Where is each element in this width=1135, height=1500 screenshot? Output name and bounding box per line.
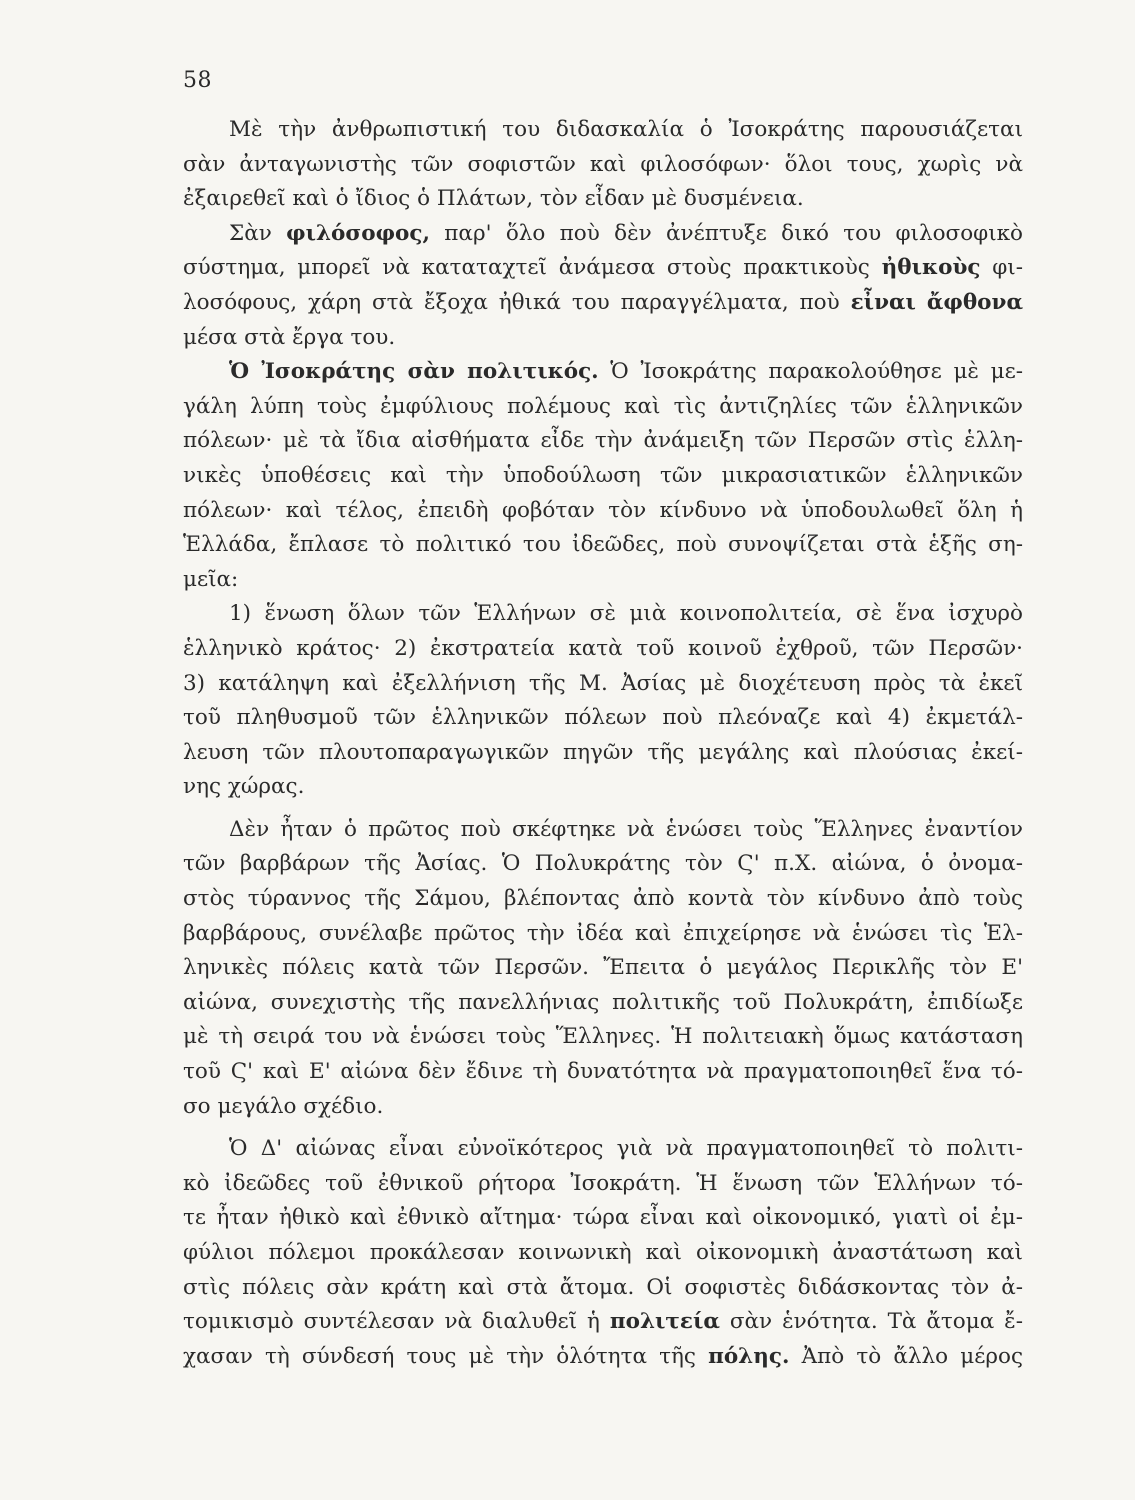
text-line: πόλεων· καὶ τέλος, ἐπειδὴ φοβόταν τὸν κίνδυνο νὰ ὑποδουλωθεῖ ὅλη ἡ: [183, 497, 1023, 523]
text-line: Σὰν φιλόσοφος, παρ' ὅλο ποὺ δὲν ἀνέπτυξε δικό του φιλοσοφικὸ: [229, 220, 1024, 246]
text-line: 1) ἕνωση ὅλων τῶν Ἑλλήνων σὲ μιὰ κοινοπολιτεία, σὲ ἕνα ἰσχυρὸ: [229, 601, 1023, 627]
text-line: μέσα στὰ ἔργα του.: [183, 324, 396, 350]
page-number: 58: [183, 68, 212, 93]
text-line: τε ἦταν ἠθικὸ καὶ ἐθνικὸ αἴτημα· τώρα εἶναι καὶ οἰκονομικό, γιατὶ οἱ ἐμ-: [183, 1205, 1023, 1231]
bold-term: φιλόσοφος,: [286, 220, 430, 246]
text-line: Μὲ τὴν ἀνθρωπιστική του διδασκαλία ὁ Ἰσοκράτης παρουσιάζεται: [229, 117, 1023, 142]
text-line: σο μεγάλο σχέδιο.: [183, 1093, 384, 1119]
text-line: Ὁ Δ' αἰώνας εἶναι εὐνοϊκότερος γιὰ νὰ πραγματοποιηθεῖ τὸ πολιτι-: [229, 1136, 1023, 1162]
text-line: μὲ τὴ σειρά του νὰ ἑνώσει τοὺς Ἕλληνες. Ἡ πολιτειακὴ ὅμως κατάσταση: [183, 1024, 1023, 1050]
text-line: νης χώρας.: [183, 774, 305, 800]
text-line: ἑλληνικὸ κράτος· 2) ἐκστρατεία κατὰ τοῦ κοινοῦ ἐχθροῦ, τῶν Περσῶν·: [183, 635, 1023, 661]
text-line: αἰώνα, συνεχιστὴς τῆς πανελλήνιας πολιτικῆς τοῦ Πολυκράτη, ἐπιδίωξε: [183, 989, 1023, 1015]
text-line: σὰν ἀνταγωνιστὴς τῶν σοφιστῶν καὶ φιλοσόφων· ὅλοι τους, χωρὶς νὰ: [183, 151, 1023, 177]
text-line: κὸ ἰδεῶδες τοῦ ἐθνικοῦ ρήτορα Ἰσοκράτη. Ἡ ἕνωση τῶν Ἑλλήνων τό-: [183, 1170, 1023, 1196]
text-line: τῶν βαρβάρων τῆς Ἀσίας. Ὁ Πολυκράτης τὸν Ϛ' π.Χ. αἰώνα, ὁ ὀνομα-: [183, 851, 1023, 877]
text-line: τοῦ πληθυσμοῦ τῶν ἑλληνικῶν πόλεων ποὺ πλεόναζε καὶ 4) ἐκμετάλ-: [183, 705, 1023, 731]
bold-term: εἶναι: [850, 289, 916, 315]
text-line: ἐξαιρεθεῖ καὶ ὁ ἴδιος ὁ Πλάτων, τὸν εἶδαν μὲ δυσμένεια.: [183, 186, 804, 212]
text-line: Ὁ Ἰσοκράτης σὰν πολιτικός. Ὁ Ἰσοκράτης παρακολούθησε μὲ με-: [229, 359, 1023, 385]
text-line: γάλη λύπη τοὺς ἐμφύλιους πολέμους καὶ τὶς ἀντιζηλίες τῶν ἑλληνικῶν: [183, 393, 1023, 419]
bold-term: πόλης.: [708, 1343, 790, 1369]
text-line: Ἑλλάδα, ἔπλασε τὸ πολιτικό του ἰδεῶδες, ποὺ συνοψίζεται στὰ ἑξῆς ση-: [183, 532, 1023, 558]
text-line: στὶς πόλεις σὰν κράτη καὶ στὰ ἄτομα. Οἱ σοφιστὲς διδάσκοντας τὸν ἀ-: [183, 1274, 1023, 1300]
text-line: λευση τῶν πλουτοπαραγωγικῶν πηγῶν τῆς μεγάλης καὶ πλούσιας ἐκεί-: [183, 739, 1023, 765]
text-line: βαρβάρους, συνέλαβε πρῶτος τὴν ἰδέα καὶ ἐπιχείρησε νὰ ἑνώσει τὶς Ἑλ-: [183, 920, 1023, 946]
text-line: τοῦ Ϛ' καὶ Ε' αἰώνα δὲν ἔδινε τὴ δυνατότητα νὰ πραγματοποιηθεῖ ἕνα τό-: [183, 1059, 1023, 1085]
text-line: μεῖα:: [183, 566, 239, 592]
text-line: στὸς τύραννος τῆς Σάμου, βλέποντας ἀπὸ κοντὰ τὸν κίνδυνο ἀπὸ τοὺς: [183, 886, 1023, 912]
text-line: τομικισμὸ συντέλεσαν νὰ διαλυθεῖ ἡ πολιτεία σὰν ἑνότητα. Τὰ ἄτομα ἔ-: [183, 1309, 1023, 1335]
text-line: ληνικὲς πόλεις κατὰ τῶν Περσῶν. Ἔπειτα ὁ μεγάλος Περικλῆς τὸν Ε': [183, 955, 1023, 981]
bold-term: Ὁ Ἰσοκράτης σὰν πολιτικός.: [229, 359, 599, 385]
bold-term: ἄφθονα: [926, 289, 1023, 315]
text-line: 3) κατάληψη καὶ ἐξελλήνιση τῆς Μ. Ἀσίας μὲ διοχέτευση πρὸς τὰ ἐκεῖ: [183, 670, 1023, 696]
text-line: πόλεων· μὲ τὰ ἴδια αἰσθήματα εἶδε τὴν ἀνάμειξη τῶν Περσῶν στὶς ἑλλη-: [183, 428, 1023, 454]
text-line: Δὲν ἦταν ὁ πρῶτος ποὺ σκέφτηκε νὰ ἑνώσει τοὺς Ἕλληνες ἐναντίον: [229, 816, 1023, 842]
text-line: φύλιοι πόλεμοι προκάλεσαν κοινωνικὴ καὶ οἰκονομικὴ ἀναστάτωση καὶ: [183, 1240, 1023, 1265]
text-line: λοσόφους, χάρη στὰ ἔξοχα ἠθικά του παραγγέλματα, ποὺ εἶναι ἄφθονα: [183, 289, 1023, 315]
text-line: σύστημα, μπορεῖ νὰ καταταχτεῖ ἀνάμεσα στοὺς πρακτικοὺς ἠθικοὺς φι-: [183, 255, 1023, 281]
bold-term: ἠθικοὺς: [881, 255, 981, 281]
body-text: [183, 113, 1023, 1374]
bold-term: πολιτεία: [609, 1309, 720, 1335]
text-line: χασαν τὴ σύνδεσή τους μὲ τὴν ὁλότητα τῆς πόλης. Ἀπὸ τὸ ἄλλο μέρος: [183, 1343, 1023, 1369]
text-line: νικὲς ὑποθέσεις καὶ τὴν ὑποδούλωση τῶν μικρασιατικῶν ἑλληνικῶν: [183, 462, 1023, 488]
